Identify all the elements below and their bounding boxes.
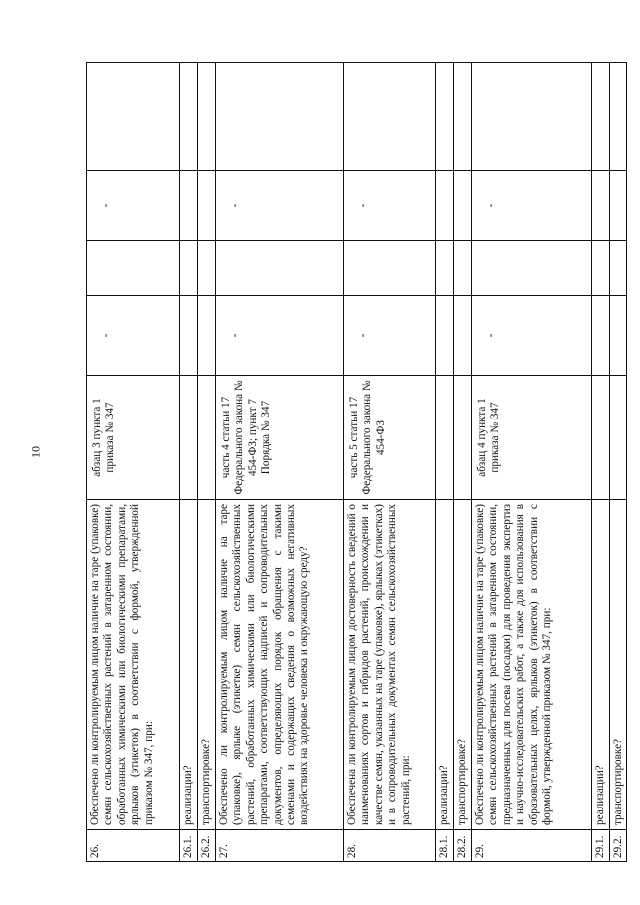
answer-cell [216,170,343,240]
answer-cell [592,170,609,240]
answer-cell [216,240,343,295]
answer-cell [180,295,197,375]
answer-cell [436,61,453,170]
dash-mark: - [98,203,112,208]
answer-cell [610,240,626,295]
table-row [471,62,591,862]
answer-cell [472,170,591,240]
answer-cell [216,295,343,375]
table-row [435,62,453,862]
row-number: 29.2. [610,829,626,861]
answer-cell [344,295,435,375]
answer-cell [198,240,215,295]
answer-cell [87,240,179,295]
answer-cell [198,295,215,375]
table-row [609,62,627,862]
requirement-text: реализации? [180,499,197,829]
table-row [343,62,435,862]
legal-reference: абзац 3 пункта 1 приказа № 347 [87,375,179,499]
requirement-text: реализации? [592,499,609,829]
answer-cell [454,240,471,295]
dash-mark: - [483,203,497,208]
answer-cell [454,61,471,170]
answer-cell [87,170,179,240]
answer-cell [472,240,591,295]
answer-cell [472,295,591,375]
legal-reference [610,375,626,499]
answer-cell [344,61,435,170]
checklist-table [56,62,624,862]
legal-reference [592,375,609,499]
row-number: 28.1. [436,829,453,861]
dash-mark: - [355,333,369,338]
row-number: 29. [472,829,591,861]
legal-reference [198,375,215,499]
answer-cell [610,295,626,375]
answer-cell [87,295,179,375]
requirement-text: Обеспечено ли контролируемым лицом наличие на таре (упаковке) семян сельскохозяйственных растений в затаренном состоянии, предназначенных для посева (посадки) для проведения экспертиз и научно-исследовательских работ, а также для использования в образовательных целях, ярлыков (этикеток) в соответствии с формой, утвержденной приказом № 347, при: [472,499,591,829]
legal-reference [180,375,197,499]
dash-mark: - [227,203,241,208]
answer-cell [436,295,453,375]
row-number: 26.1. [180,829,197,861]
legal-reference [454,375,471,499]
dash-mark: - [483,333,497,338]
answer-cell [610,170,626,240]
row-number: 26.2. [198,829,215,861]
table-row [86,62,179,862]
dash-mark: - [98,333,112,338]
dash-mark: - [355,203,369,208]
requirement-text: транспортировке? [454,499,471,829]
legal-reference [436,375,453,499]
requirement-text: транспортировке? [610,499,626,829]
answer-cell [198,170,215,240]
legal-reference: абзац 4 пункта 1 приказа № 347 [472,375,591,499]
answer-cell [216,61,343,170]
answer-cell [454,170,471,240]
table-row [215,62,343,862]
answer-cell [610,61,626,170]
answer-cell [180,240,197,295]
legal-reference: часть 4 статьи 17 Федерального закона № 454-ФЗ; пункт 7 Порядка № 347 [216,375,343,499]
answer-cell [180,170,197,240]
row-number: 29.1. [592,829,609,861]
answer-cell [592,61,609,170]
answer-cell [180,61,197,170]
legal-reference: часть 5 статьи 17 Федерального закона № 454-ФЗ [344,375,435,499]
answer-cell [87,61,179,170]
row-number: 28.2. [454,829,471,861]
page-number: 10 [28,446,43,458]
table-row [453,62,471,862]
requirement-text: Обеспечено ли контролируемым лицом наличие на таре (упаковке) семян сельскохозяйственных растений в затаренном состоянии, обработанных химическими или биологическими препаратами, ярлыков (этикеток) в соответствии с формой, утвержденной приказом № 347, при: [87,499,179,829]
answer-cell [344,170,435,240]
answer-cell [436,240,453,295]
row-number: 26. [87,829,179,861]
requirement-text: Обеспечена ли контролируемым лицом достоверность сведений о наименованиях сортов и гибридов растений, происхождении и качестве семян, указанных на таре (упаковке), ярлыках (этикетках) и в сопроводительных документах семян сельскохозяйственных растений, при: [344,499,435,829]
answer-cell [198,61,215,170]
requirement-text: реализации? [436,499,453,829]
answer-cell [592,295,609,375]
requirement-text: транспортировке? [198,499,215,829]
table-row [197,62,215,862]
answer-cell [592,240,609,295]
answer-cell [436,170,453,240]
requirement-text: Обеспечено ли контролируемым лицом наличие на таре (упаковке), ярлыке (этикетке) семян сельскохозяйственных растений, обработанных химическими или биологическими препаратами, соответствующих надписей и сопроводительных документов, определяющих порядок обращения с такими семенами и содержащих сведения о возможных негативных воздействиях на здоровье человека и окружающую среду? [216,499,343,829]
table-row [179,62,197,862]
table-row [591,62,609,862]
answer-cell [454,295,471,375]
row-number: 28. [344,829,435,861]
dash-mark: - [227,333,241,338]
answer-cell [344,240,435,295]
row-number: 27. [216,829,343,861]
answer-cell [472,61,591,170]
